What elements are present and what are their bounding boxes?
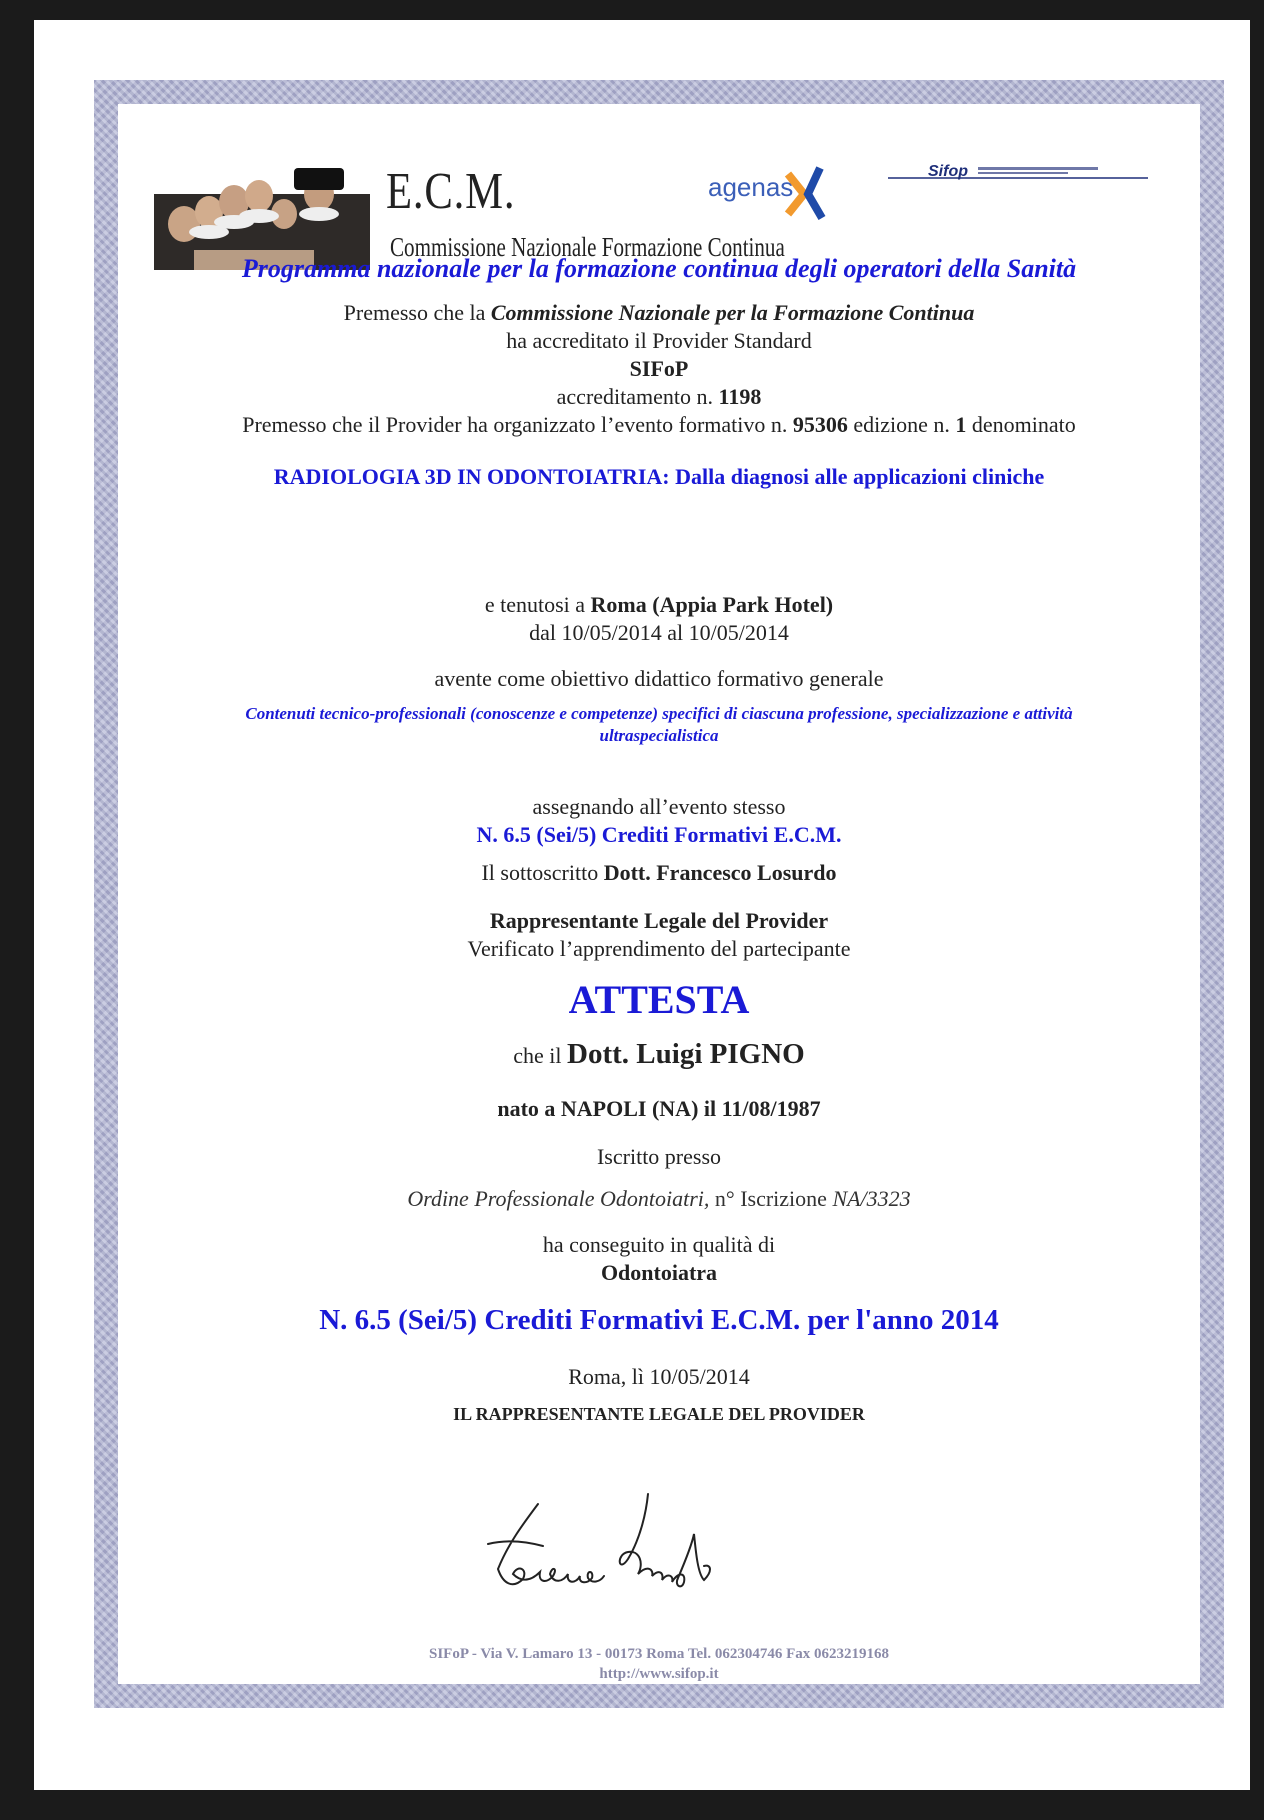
objective-line2: ultraspecialistica: [599, 726, 719, 745]
provider-name: SIFoP: [629, 356, 689, 381]
edition-prefix: edizione n.: [847, 412, 956, 437]
agenas-logo: [708, 156, 838, 231]
order-line: [118, 1186, 1200, 1212]
venue-place: Roma (Appia Park Hotel): [590, 592, 834, 617]
participant-line: [118, 1038, 1200, 1071]
certificate-sheet: [34, 20, 1250, 1790]
signer-prefix: Il sottoscritto: [481, 860, 604, 885]
accred-prefix: accreditamento n.: [556, 384, 719, 409]
objective-intro: avente come obiettivo didattico formativo generale: [434, 666, 884, 691]
event-dates: dal 10/05/2014 al 10/05/2014: [529, 620, 789, 645]
iscr-number: NA/3323: [832, 1186, 911, 1211]
birth-line: nato a NAPOLI (NA) il 11/08/1987: [497, 1096, 821, 1121]
signer-name: Dott. Francesco Losurdo: [603, 860, 837, 885]
decorative-border: [94, 80, 1224, 1708]
order-name: Ordine Professionale Odontoiatri,: [407, 1186, 710, 1211]
legal-rep-role: Rappresentante Legale del Provider: [489, 908, 829, 933]
edition-suffix: denominato: [966, 412, 1076, 437]
assigning-line: assegnando all’evento stesso: [532, 794, 786, 819]
accred-number: 1198: [718, 384, 762, 409]
anatomy-lesson-painting: [154, 154, 370, 270]
verified-line: Verificato l’apprendimento del partecipante: [467, 936, 851, 961]
final-credits: N. 6.5 (Sei/5) Crediti Formativi E.C.M. per l'anno 2014: [319, 1304, 999, 1336]
event-number: 95306: [792, 412, 848, 437]
footer-website[interactable]: http://www.sifop.it: [599, 1666, 719, 1682]
svg-text:Sifop: Sifop: [928, 163, 968, 180]
ecm-subtitle: Commissione Nazionale Formazione Continua: [390, 232, 785, 262]
event-prefix: Premesso che il Provider ha organizzato l’evento formativo n.: [242, 412, 793, 437]
certificate-body: [118, 104, 1200, 1684]
footer-address: SIFoP - Via V. Lamaro 13 - 00173 Roma Tel. 062304746 Fax 0623219168: [428, 1646, 890, 1662]
legal-rep-title: IL RAPPRESENTANTE LEGALE DEL PROVIDER: [453, 1404, 865, 1424]
achieved-line: ha conseguito in qualità di: [542, 1232, 776, 1257]
signer-line: [118, 860, 1200, 886]
commission-name: Commissione Nazionale per la Formazione Continua: [490, 300, 975, 325]
ecm-title: E.C.M.: [386, 163, 516, 220]
signature: [468, 1484, 748, 1609]
objective-line1: Contenuti tecnico-professionali (conoscenze e competenze) specifici di ciascuna professione, specializzazione e attività: [245, 704, 1073, 723]
accredited-line: ha accreditato il Provider Standard: [506, 328, 812, 353]
participant-prefix: che il: [513, 1043, 568, 1068]
edition-number: 1: [955, 412, 967, 437]
profession: Odontoiatra: [600, 1260, 718, 1285]
attesta-heading: ATTESTA: [568, 977, 750, 1022]
venue-line: [118, 592, 1200, 618]
premesso-prefix: Premesso che la: [343, 300, 491, 325]
place-date: Roma, lì 10/05/2014: [568, 1364, 750, 1389]
event-credits: N. 6.5 (Sei/5) Crediti Formativi E.C.M.: [476, 822, 842, 847]
participant-name: Dott. Luigi PIGNO: [567, 1038, 805, 1070]
svg-text:agenas: agenas: [708, 172, 794, 202]
event-title: RADIOLOGIA 3D IN ODONTOIATRIA: Dalla diagnosi alle applicazioni cliniche: [273, 464, 1045, 489]
premesso-line: [118, 300, 1200, 326]
event-line: [118, 412, 1200, 438]
sifop-logo: [888, 162, 1148, 193]
registered-label: Iscritto presso: [596, 1144, 722, 1169]
iscr-label: n° Iscrizione: [709, 1186, 833, 1211]
venue-prefix: e tenutosi a: [484, 592, 591, 617]
program-title: Programma nazionale per la formazione continua degli operatori della Sanità: [241, 254, 1077, 283]
accreditation-line: [118, 384, 1200, 410]
